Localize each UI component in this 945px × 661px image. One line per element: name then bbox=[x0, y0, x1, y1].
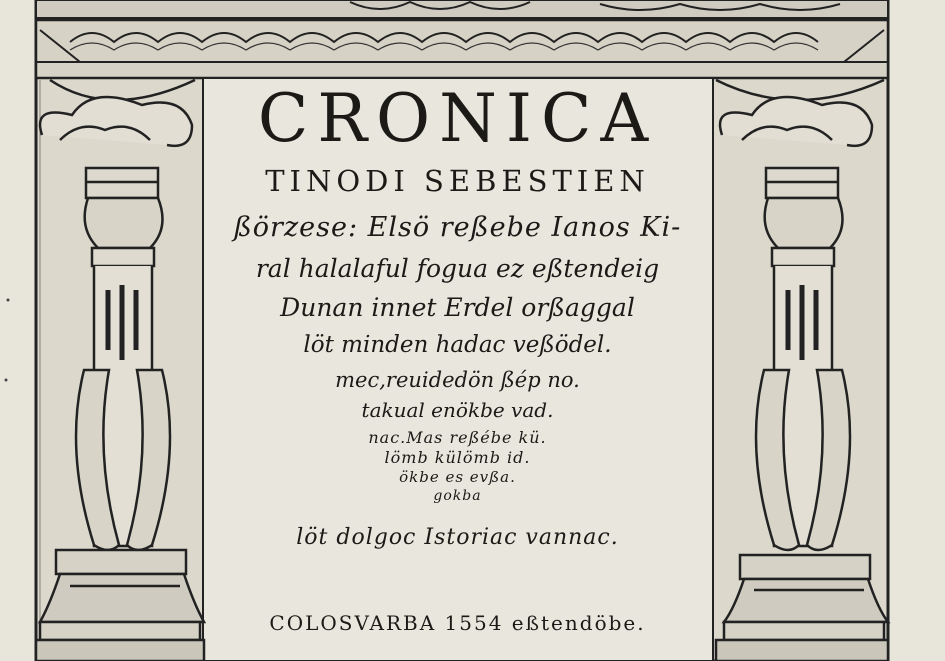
description-line-11: löt dolgoc Istoriac vannac. bbox=[296, 525, 619, 550]
description-line-2: ral halalaful fogua ez eßtendeig bbox=[255, 254, 660, 283]
book-title: CRONICA bbox=[257, 80, 658, 157]
description-line-8: lömb külömb id. bbox=[384, 448, 531, 467]
author-name: TINODI SEBESTIEN bbox=[265, 164, 650, 198]
description-line-10: gokba bbox=[433, 488, 482, 504]
imprint-line: COLOSVARBA 1554 eßtendöbe. bbox=[269, 611, 646, 635]
description-line-1: ßörzese: Elsö reßebe Ianos Ki- bbox=[233, 212, 682, 243]
description-line-4: löt minden hadac veßödel. bbox=[303, 332, 612, 358]
description-line-7: nac.Mas reßébe kü. bbox=[368, 428, 547, 447]
description-line-6: takual enökbe vad. bbox=[361, 398, 554, 422]
title-text-block bbox=[205, 78, 710, 661]
description-line-3: Dunan innet Erdel orßaggal bbox=[280, 293, 635, 322]
description-line-9: ökbe es evßa. bbox=[399, 468, 516, 486]
description-line-5: mec,reuidedön ßép no. bbox=[335, 368, 580, 392]
top-ornament bbox=[36, 0, 888, 78]
